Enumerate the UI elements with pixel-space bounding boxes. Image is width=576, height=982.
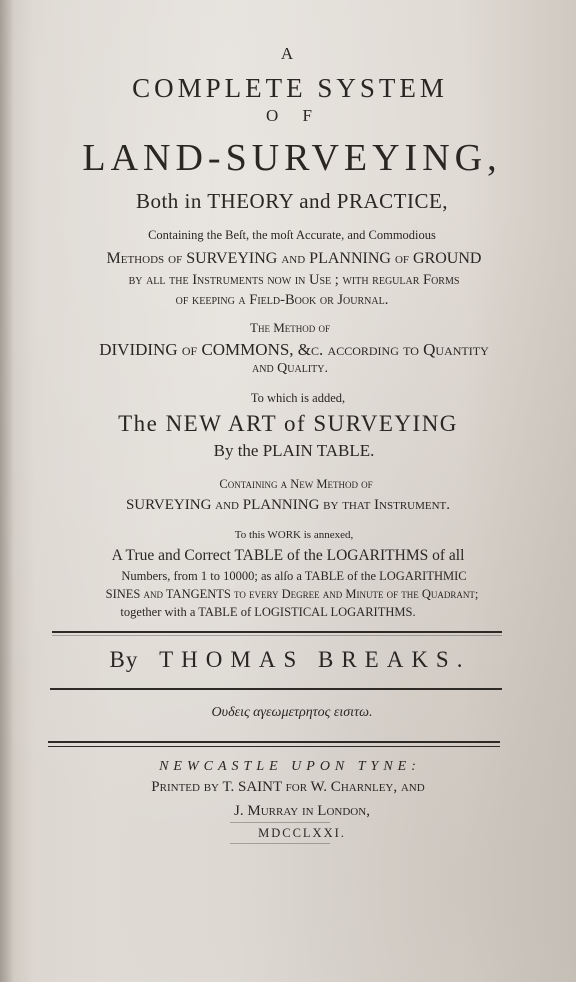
rule-below-author xyxy=(50,688,502,690)
imprint-place: NEWCASTLE UPON TYNE: xyxy=(159,759,421,774)
title-complete-system: COMPLETE SYSTEM xyxy=(132,73,448,103)
section-and-quality: and Quality. xyxy=(252,361,328,376)
author-line xyxy=(2,647,576,673)
date-rule-top xyxy=(230,822,330,823)
imprint-printed-by: Printed by T. SAINT for W. Charnley, and xyxy=(151,779,425,795)
greek-motto: Ουδεις αγεωμετρητος εισιτω. xyxy=(211,705,373,720)
description-containing: Containing the Beſt, the moſt Accurate, and Commodious xyxy=(148,228,436,242)
rule-above-author-thin xyxy=(52,635,502,636)
section-sines: SINES and TANGENTS to every Degree and Minute of the Quadrant; xyxy=(105,587,479,601)
section-plain-table: By the PLAIN TABLE. xyxy=(213,441,375,460)
author-by: By xyxy=(109,647,139,672)
subtitle-theory-practice: Both in THEORY and PRACTICE, xyxy=(135,189,449,213)
section-numbers: Numbers, from 1 to 10000; as alſo a TABLE of the LOGARITHMIC xyxy=(121,569,467,583)
section-together: together with a TABLE of LOGISTICAL LOGARITHMS. xyxy=(120,605,416,619)
description-by-all: by all the Instruments now in Use ; with regular Forms xyxy=(128,272,460,288)
imprint-murray: J. Murray in London, xyxy=(234,803,370,819)
section-surveying-planning: SURVEYING and PLANNING by that Instrument. xyxy=(125,497,451,513)
description-keeping: of keeping a Field-Book or Journal. xyxy=(175,292,389,308)
section-the-method: The Method of xyxy=(250,320,330,335)
title-article: A xyxy=(280,44,296,63)
section-true-correct: A True and Correct TABLE of the LOGARITHMS of all xyxy=(111,547,465,564)
author-name: THOMAS BREAKS. xyxy=(159,647,471,672)
description-methods: Methods of SURVEYING and PLANNING of GROUND xyxy=(106,250,482,267)
section-containing-method: Containing a New Method of xyxy=(219,477,373,491)
imprint-date: MDCCLXXI. xyxy=(258,826,346,840)
section-annexed: To this WORK is annexed, xyxy=(234,529,354,541)
section-dividing: DIVIDING of COMMONS, &c. according to Quantity xyxy=(99,340,489,359)
title-of: O F xyxy=(266,106,322,125)
title-land-surveying: LAND-SURVEYING, xyxy=(82,137,502,179)
rule-above-imprint xyxy=(48,741,500,743)
section-new-art: The NEW ART of SURVEYING xyxy=(118,411,458,436)
rule-above-author xyxy=(52,631,502,633)
rule-above-imprint-second xyxy=(48,746,500,747)
section-to-which: To which is added, xyxy=(250,391,346,405)
date-rule-bottom xyxy=(230,843,330,844)
